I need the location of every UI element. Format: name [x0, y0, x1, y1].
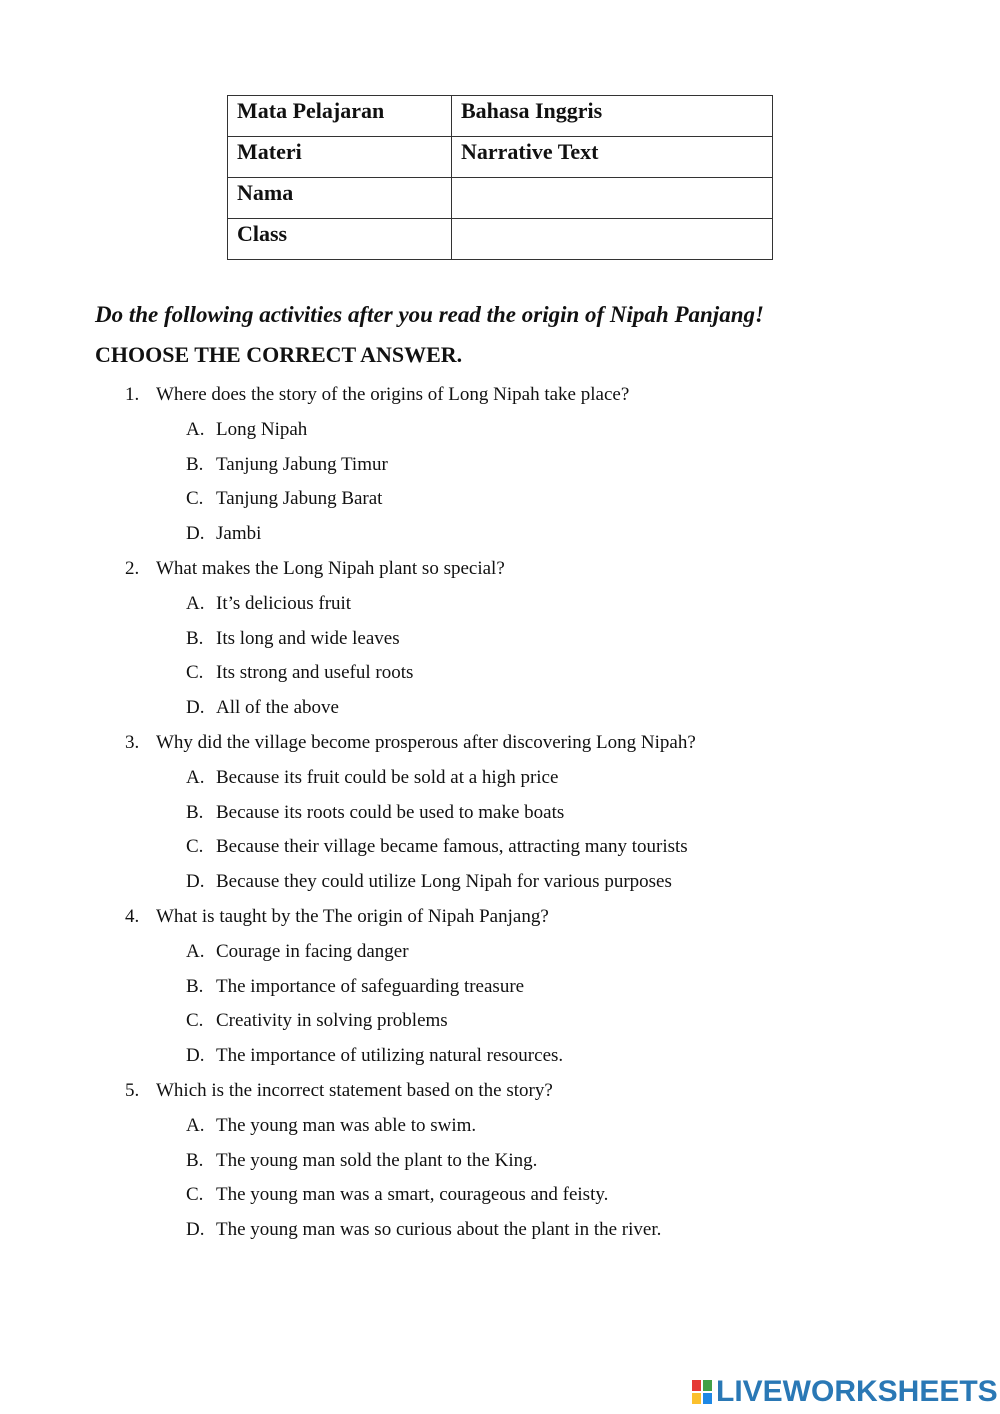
option-text: The importance of safeguarding treasure [216, 975, 525, 997]
option-text: Its strong and useful roots [216, 662, 414, 684]
option-letter: B. [186, 627, 204, 649]
option-letter: A. [186, 1114, 205, 1136]
answer-option[interactable] [0, 939, 1000, 974]
answer-option[interactable] [0, 521, 1000, 556]
answer-option[interactable] [0, 800, 1000, 835]
answer-option[interactable] [0, 834, 1000, 869]
answer-option[interactable] [0, 486, 1000, 521]
option-text: All of the above [216, 697, 339, 719]
logo-square [692, 1380, 701, 1391]
option-text: It’s delicious fruit [216, 592, 352, 614]
option-letter: B. [186, 801, 204, 823]
option-text: The young man was a smart, courageous and feisty. [216, 1184, 609, 1206]
section-heading: CHOOSE THE CORRECT ANSWER. [95, 342, 463, 367]
answer-option[interactable] [0, 591, 1000, 626]
info-label: Class [228, 219, 452, 260]
option-letter: B. [186, 975, 204, 997]
option-text: The young man was able to swim. [216, 1114, 477, 1136]
logo-square [703, 1393, 712, 1404]
question [0, 904, 1000, 939]
answer-option[interactable] [0, 1008, 1000, 1043]
question [0, 382, 1000, 417]
question-number: 2. [125, 557, 140, 579]
info-label: Mata Pelajaran [228, 96, 452, 137]
option-text: Long Nipah [216, 418, 308, 440]
option-letter: A. [186, 592, 205, 614]
answer-option[interactable] [0, 765, 1000, 800]
option-text: Jambi [216, 523, 262, 545]
answer-option[interactable] [0, 417, 1000, 452]
question-number: 5. [125, 1079, 140, 1101]
option-letter: C. [186, 488, 204, 510]
class-field[interactable] [452, 219, 773, 260]
logo-text: LIVEWORKSHEETS [716, 1375, 998, 1408]
answer-option[interactable] [0, 869, 1000, 904]
option-letter: C. [186, 1184, 204, 1206]
question-text: Where does the story of the origins of Long Nipah take place? [156, 384, 630, 405]
answer-option[interactable] [0, 974, 1000, 1009]
option-text: The young man was so curious about the plant in the river. [216, 1219, 662, 1241]
option-text: Because their village became famous, attracting many tourists [216, 836, 688, 858]
answer-option[interactable] [0, 1182, 1000, 1217]
logo-mark-icon [692, 1380, 712, 1404]
option-text: Tanjung Jabung Barat [216, 488, 383, 510]
option-letter: A. [186, 418, 205, 440]
question-text: What is taught by the The origin of Nipah Panjang? [156, 905, 549, 927]
option-letter: D. [186, 523, 205, 545]
option-letter: D. [186, 1219, 205, 1241]
answer-option[interactable] [0, 1043, 1000, 1078]
option-letter: B. [186, 1149, 204, 1171]
question [0, 1078, 1000, 1113]
question [0, 730, 1000, 765]
option-text: Because its roots could be used to make boats [216, 801, 565, 823]
option-text: The young man sold the plant to the King. [216, 1149, 538, 1171]
option-letter: C. [186, 662, 204, 684]
info-row [228, 219, 773, 260]
answer-option[interactable] [0, 626, 1000, 661]
option-letter: A. [186, 940, 205, 962]
option-text: Because its fruit could be sold at a high price [216, 766, 559, 788]
name-field[interactable] [452, 178, 773, 219]
answer-option[interactable] [0, 1113, 1000, 1148]
option-text: The importance of utilizing natural resources. [216, 1045, 564, 1067]
option-letter: C. [186, 836, 204, 858]
question-number: 4. [125, 905, 140, 927]
info-row [228, 178, 773, 219]
info-table [227, 95, 773, 260]
answer-option[interactable] [0, 660, 1000, 695]
answer-option[interactable] [0, 1148, 1000, 1183]
option-text: Because they could utilize Long Nipah for various purposes [216, 871, 672, 893]
option-text: Tanjung Jabung Timur [216, 453, 388, 475]
answer-option[interactable] [0, 1217, 1000, 1252]
question-text: Which is the incorrect statement based on the story? [156, 1079, 553, 1101]
option-text: Courage in facing danger [216, 940, 409, 962]
logo-square [703, 1380, 712, 1391]
question-number: 3. [125, 731, 140, 753]
info-row [228, 137, 773, 178]
question-text: Why did the village become prosperous after discovering Long Nipah? [156, 731, 696, 753]
question-number: 1. [125, 384, 140, 405]
question-list [0, 382, 1000, 1252]
question [0, 556, 1000, 591]
info-value: Narrative Text [452, 137, 773, 178]
question-text: What makes the Long Nipah plant so special? [156, 557, 505, 579]
option-letter: B. [186, 453, 204, 475]
option-letter: D. [186, 871, 205, 893]
option-letter: D. [186, 1045, 205, 1067]
info-value: Bahasa Inggris [452, 96, 773, 137]
option-letter: D. [186, 697, 205, 719]
option-text: Creativity in solving problems [216, 1010, 448, 1032]
liveworksheets-logo [692, 1375, 998, 1409]
logo-square [692, 1393, 701, 1404]
answer-option[interactable] [0, 695, 1000, 730]
info-label: Materi [228, 137, 452, 178]
answer-option[interactable] [0, 452, 1000, 487]
info-row [228, 96, 773, 137]
option-letter: C. [186, 1010, 204, 1032]
info-label: Nama [228, 178, 452, 219]
option-text: Its long and wide leaves [216, 627, 400, 649]
option-letter: A. [186, 766, 205, 788]
instruction-text: Do the following activities after you read the origin of Nipah Panjang! [95, 302, 764, 327]
